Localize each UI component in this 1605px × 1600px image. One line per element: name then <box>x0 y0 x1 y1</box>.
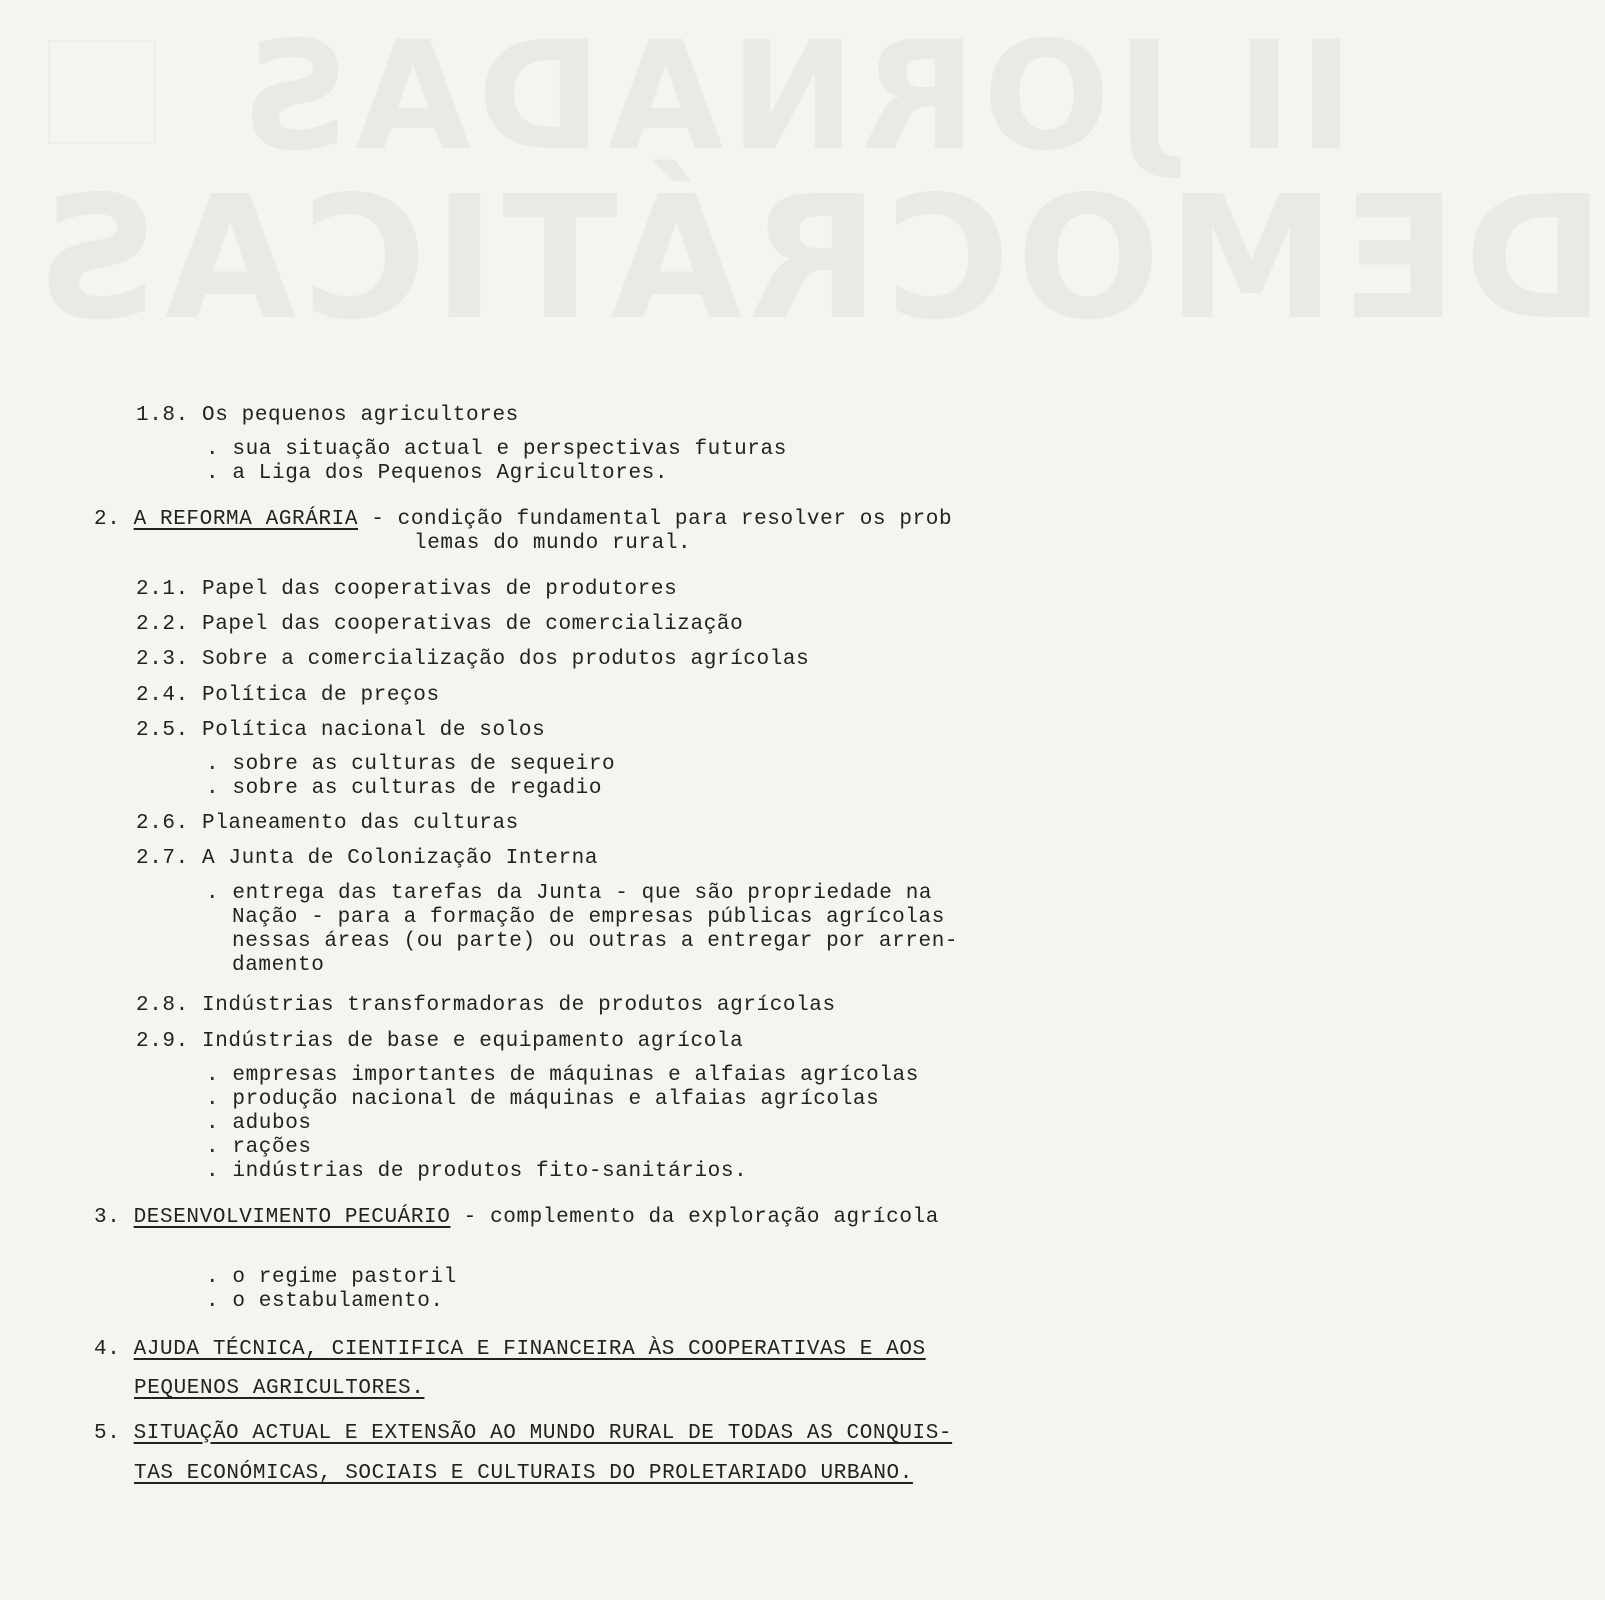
section-description-continued: lemas do mundo rural. <box>414 532 692 555</box>
section-description: - complemento da exploração agrícola <box>463 1206 939 1229</box>
section-2-3-heading <box>136 648 809 672</box>
section-title: Sobre a comercialização dos produtos agrícolas <box>202 648 810 671</box>
section-number: 2. <box>94 508 121 531</box>
section-number: 2.9. <box>136 1030 189 1053</box>
bullet-item: . rações <box>206 1136 312 1159</box>
bullet-item: . produção nacional de máquinas e alfaias agrícolas <box>206 1088 880 1111</box>
bullet-continuation: damento <box>232 954 325 977</box>
watermark-line-2: DEMOCRÁTICAS <box>30 160 1605 358</box>
bullet-item: . empresas importantes de máquinas e alfaias agrícolas <box>206 1064 919 1087</box>
section-title: Política de preços <box>202 684 440 707</box>
section-title: AJUDA TÉCNICA, CIENTIFICA E FINANCEIRA ÀS COOPERATIVAS E AOS <box>133 1338 926 1361</box>
watermark-line-1: II JORNADAS <box>235 10 1354 184</box>
section-2-1-heading <box>136 578 677 602</box>
section-number: 2.6. <box>136 812 189 835</box>
section-4-heading <box>94 1338 926 1362</box>
bullet-item: . indústrias de produtos fito-sanitários. <box>206 1160 748 1183</box>
bullet-item: . sobre as culturas de regadio <box>206 777 603 800</box>
bullet-continuation: Nação - para a formação de empresas públicas agrícolas <box>232 906 945 929</box>
bullet-item: . entrega das tarefas da Junta - que são propriedade na <box>206 882 933 905</box>
section-number: 2.2. <box>136 613 189 636</box>
section-title: A Junta de Colonização Interna <box>202 847 599 870</box>
section-number: 1.8. <box>136 404 189 427</box>
section-title: Papel das cooperativas de produtores <box>202 578 678 601</box>
section-2-heading <box>94 508 952 532</box>
section-title: Indústrias transformadoras de produtos agrícolas <box>202 994 836 1017</box>
section-2-4-heading <box>136 684 440 708</box>
section-2-6-heading <box>136 812 519 836</box>
section-1-8-heading <box>136 404 519 428</box>
section-title: Papel das cooperativas de comercialização <box>202 613 744 636</box>
bullet-item: . sobre as culturas de sequeiro <box>206 753 616 776</box>
section-title: A REFORMA AGRÁRIA <box>133 508 359 531</box>
section-title: Indústrias de base e equipamento agrícola <box>202 1030 744 1053</box>
section-title-continued: PEQUENOS AGRICULTORES. <box>134 1377 425 1400</box>
section-title: Política nacional de solos <box>202 719 546 742</box>
bullet-item: . adubos <box>206 1112 312 1135</box>
section-number: 2.3. <box>136 648 189 671</box>
section-number: 2.7. <box>136 847 189 870</box>
section-number: 5. <box>94 1422 121 1445</box>
section-number: 2.1. <box>136 578 189 601</box>
section-number: 2.8. <box>136 994 189 1017</box>
bullet-item: . sua situação actual e perspectivas futuras <box>206 438 787 461</box>
section-title: SITUAÇÃO ACTUAL E EXTENSÃO AO MUNDO RURAL DE TODAS AS CONQUIS- <box>133 1422 953 1445</box>
section-2-8-heading <box>136 994 836 1018</box>
section-number: 2.5. <box>136 719 189 742</box>
section-title: Planeamento das culturas <box>202 812 519 835</box>
bullet-item: . a Liga dos Pequenos Agricultores. <box>206 462 669 485</box>
watermark-stamp-box <box>48 40 156 144</box>
section-description: - condição fundamental para resolver os prob <box>371 508 953 531</box>
bullet-item: . o estabulamento. <box>206 1290 444 1313</box>
section-2-5-heading <box>136 719 545 743</box>
section-2-7-heading <box>136 847 598 871</box>
section-number: 4. <box>94 1338 121 1361</box>
section-title-continued: TAS ECONÓMICAS, SOCIAIS E CULTURAIS DO PROLETARIADO URBANO. <box>134 1462 913 1485</box>
bullet-continuation: nessas áreas (ou parte) ou outras a entregar por arren- <box>232 930 959 953</box>
section-title: Os pequenos agricultores <box>202 404 519 427</box>
section-title: DESENVOLVIMENTO PECUÁRIO <box>133 1206 451 1229</box>
section-2-9-heading <box>136 1030 743 1054</box>
section-number: 2.4. <box>136 684 189 707</box>
watermark <box>0 0 1605 380</box>
section-2-2-heading <box>136 613 743 637</box>
section-5-heading <box>94 1422 952 1446</box>
section-number: 3. <box>94 1206 121 1229</box>
bullet-item: . o regime pastoril <box>206 1266 457 1289</box>
section-3-heading <box>94 1206 939 1230</box>
